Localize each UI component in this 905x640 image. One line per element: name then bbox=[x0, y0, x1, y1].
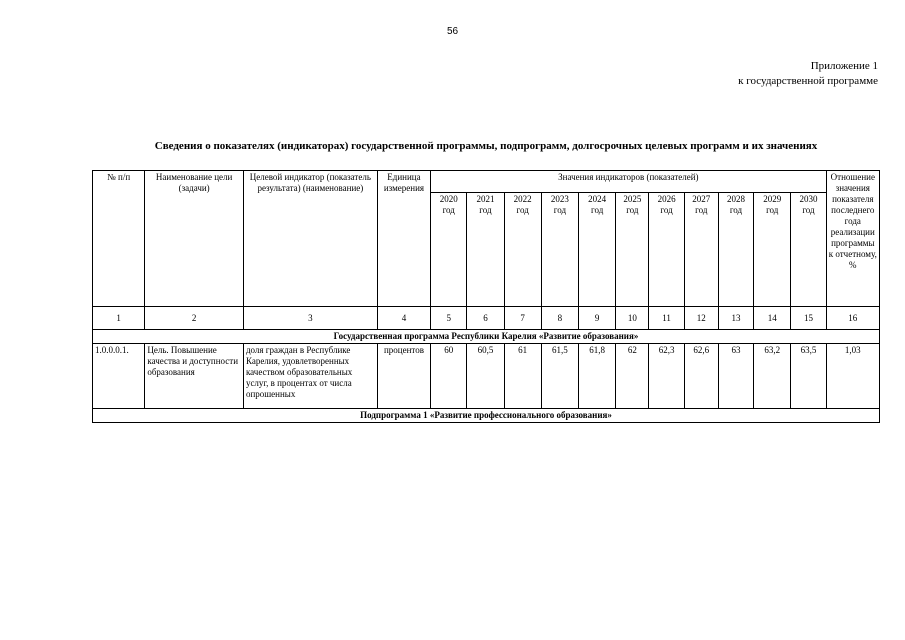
appendix-line-2: к государственной программе bbox=[738, 75, 878, 87]
column-number: 14 bbox=[754, 307, 791, 330]
row-indicator: доля граждан в Республике Карелия, удовлетворенных качеством образовательных услуг, в процентах от числа опрошенных bbox=[243, 344, 377, 409]
appendix-line-1: Приложение 1 bbox=[810, 60, 878, 72]
header-year: 2025 год bbox=[616, 193, 649, 307]
program-title-row: Государственная программа Республики Карелия «Развитие образования» bbox=[93, 330, 880, 344]
header-num: № п/п bbox=[93, 171, 145, 307]
column-number: 11 bbox=[649, 307, 684, 330]
column-number: 8 bbox=[541, 307, 578, 330]
column-number: 16 bbox=[826, 307, 879, 330]
indicators-table bbox=[92, 170, 880, 423]
column-number: 3 bbox=[243, 307, 377, 330]
row-unit: процентов bbox=[377, 344, 430, 409]
header-year: 2021 год bbox=[467, 193, 504, 307]
row-value: 62,3 bbox=[649, 344, 684, 409]
row-value: 62 bbox=[616, 344, 649, 409]
row-goal: Цель. Повышение качества и доступности образования bbox=[145, 344, 244, 409]
subprogram-title-row: Подпрограмма 1 «Развитие профессионального образования» bbox=[93, 409, 880, 423]
column-number: 10 bbox=[616, 307, 649, 330]
row-ratio: 1,03 bbox=[826, 344, 879, 409]
column-number: 5 bbox=[431, 307, 467, 330]
row-value: 63,2 bbox=[754, 344, 791, 409]
column-number: 2 bbox=[145, 307, 244, 330]
header-year: 2030 год bbox=[791, 193, 826, 307]
document-title: Сведения о показателях (индикаторах) государственной программы, подпрограмм, долгосрочных целевых программ и их значениях bbox=[154, 140, 818, 152]
appendix-note bbox=[738, 59, 878, 89]
row-value: 61 bbox=[504, 344, 541, 409]
column-number: 1 bbox=[93, 307, 145, 330]
column-number: 6 bbox=[467, 307, 504, 330]
row-value: 62,6 bbox=[684, 344, 718, 409]
header-year: 2026 год bbox=[649, 193, 684, 307]
header-year: 2020 год bbox=[431, 193, 467, 307]
header-indicator: Целевой индикатор (показатель результата) (наименование) bbox=[243, 171, 377, 307]
header-year: 2029 год bbox=[754, 193, 791, 307]
header-ratio: Отношение значения показателя последнего года реализации программы к отчетному, % bbox=[826, 171, 879, 307]
row-value: 60 bbox=[431, 344, 467, 409]
header-values: Значения индикаторов (показателей) bbox=[431, 171, 826, 193]
column-number: 13 bbox=[718, 307, 753, 330]
column-number: 15 bbox=[791, 307, 826, 330]
row-num: 1.0.0.0.1. bbox=[93, 344, 145, 409]
column-number: 7 bbox=[504, 307, 541, 330]
header-year: 2027 год bbox=[684, 193, 718, 307]
column-number: 4 bbox=[377, 307, 430, 330]
row-value: 63 bbox=[718, 344, 753, 409]
header-year: 2028 год bbox=[718, 193, 753, 307]
header-year: 2023 год bbox=[541, 193, 578, 307]
header-year: 2022 год bbox=[504, 193, 541, 307]
column-number: 12 bbox=[684, 307, 718, 330]
page-number: 56 bbox=[446, 26, 459, 37]
row-value: 61,8 bbox=[579, 344, 616, 409]
header-year: 2024 год bbox=[579, 193, 616, 307]
row-value: 61,5 bbox=[541, 344, 578, 409]
header-goal: Наименование цели (задачи) bbox=[145, 171, 244, 307]
row-value: 63,5 bbox=[791, 344, 826, 409]
row-value: 60,5 bbox=[467, 344, 504, 409]
column-number: 9 bbox=[579, 307, 616, 330]
header-unit: Единица измерения bbox=[377, 171, 430, 307]
